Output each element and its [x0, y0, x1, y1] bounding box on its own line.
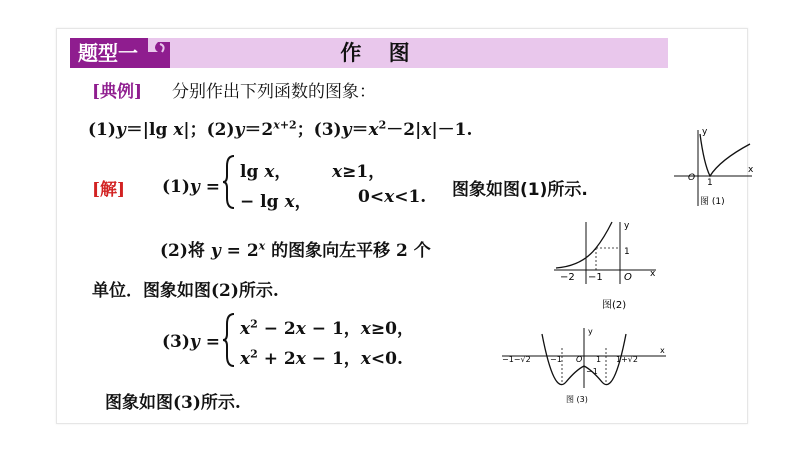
example-label: [典例] [92, 82, 143, 102]
fig3-right-root: 1+√2 [616, 355, 638, 364]
part3-case1: $x^2 - 2x - 1$，x≥0， [240, 317, 414, 339]
part1-brace [222, 154, 236, 210]
section-title: 作 图 [340, 41, 420, 65]
fig3-minus1: −1 [550, 355, 562, 364]
fig3-one: 1 [596, 355, 602, 364]
fig2-caption: 图(2) [602, 300, 627, 311]
part3-case2: $x^2 + 2x - 1$，x<0. [240, 347, 403, 369]
fig1-x-label: x [748, 165, 754, 175]
fig3-y-label: y [588, 327, 593, 336]
part1-cond2: 0<x<1. [358, 187, 427, 207]
fig3-left-root: −1−√2 [502, 355, 531, 364]
fig1-one: 1 [707, 178, 713, 188]
part1-prefix: (1)y = [162, 177, 220, 197]
fig1-origin: O [688, 173, 696, 183]
figure-3 [500, 326, 676, 406]
part1-case2: − lg x， [240, 192, 312, 212]
fig1-curve [700, 134, 750, 176]
solution-label: [解] [92, 180, 126, 200]
fig3-caption: 图 (3) [566, 395, 588, 404]
part1-suffix: 图象如图(1)所示. [452, 180, 588, 200]
part1-cond1: x≥1， [332, 162, 386, 182]
part1-case1: lg x， [240, 162, 292, 182]
part3-prefix: (3)y = [162, 332, 220, 352]
fig2-curve [556, 222, 612, 268]
fig3-y-minus1: −1 [586, 367, 598, 376]
fig3-origin: O [576, 355, 583, 364]
fig1-caption: 图 (1) [700, 197, 725, 207]
fig2-x-label: x [650, 269, 656, 279]
fig2-one: 1 [624, 247, 630, 257]
functions-line: (1)y＝|lg x|；$(2)y=2^{x+2}$；$(3)y=x^2-2|x|-1$. [88, 118, 473, 140]
part3-brace [222, 312, 236, 368]
fig2-origin: O [624, 272, 632, 283]
part2-line2: 单位．图象如图(2)所示. [92, 281, 279, 301]
problem-intro: 分别作出下列函数的图象： [172, 82, 376, 102]
tag-corner-icon [148, 38, 170, 68]
part3-suffix: 图象如图(3)所示. [105, 393, 241, 413]
fig1-y-label: y [702, 127, 708, 137]
fig3-x-label: x [660, 346, 665, 355]
fig2-minus2: −2 [560, 272, 575, 283]
fig2-minus1: −1 [588, 272, 603, 283]
fig2-y-label: y [624, 221, 630, 231]
figure-2 [550, 218, 666, 314]
topic-tag-label: 题型一 [78, 41, 138, 65]
figure-1 [670, 124, 760, 210]
part2-line1: (2)将 $y = 2^x$ 的图象向左平移 2 个 [160, 239, 431, 261]
